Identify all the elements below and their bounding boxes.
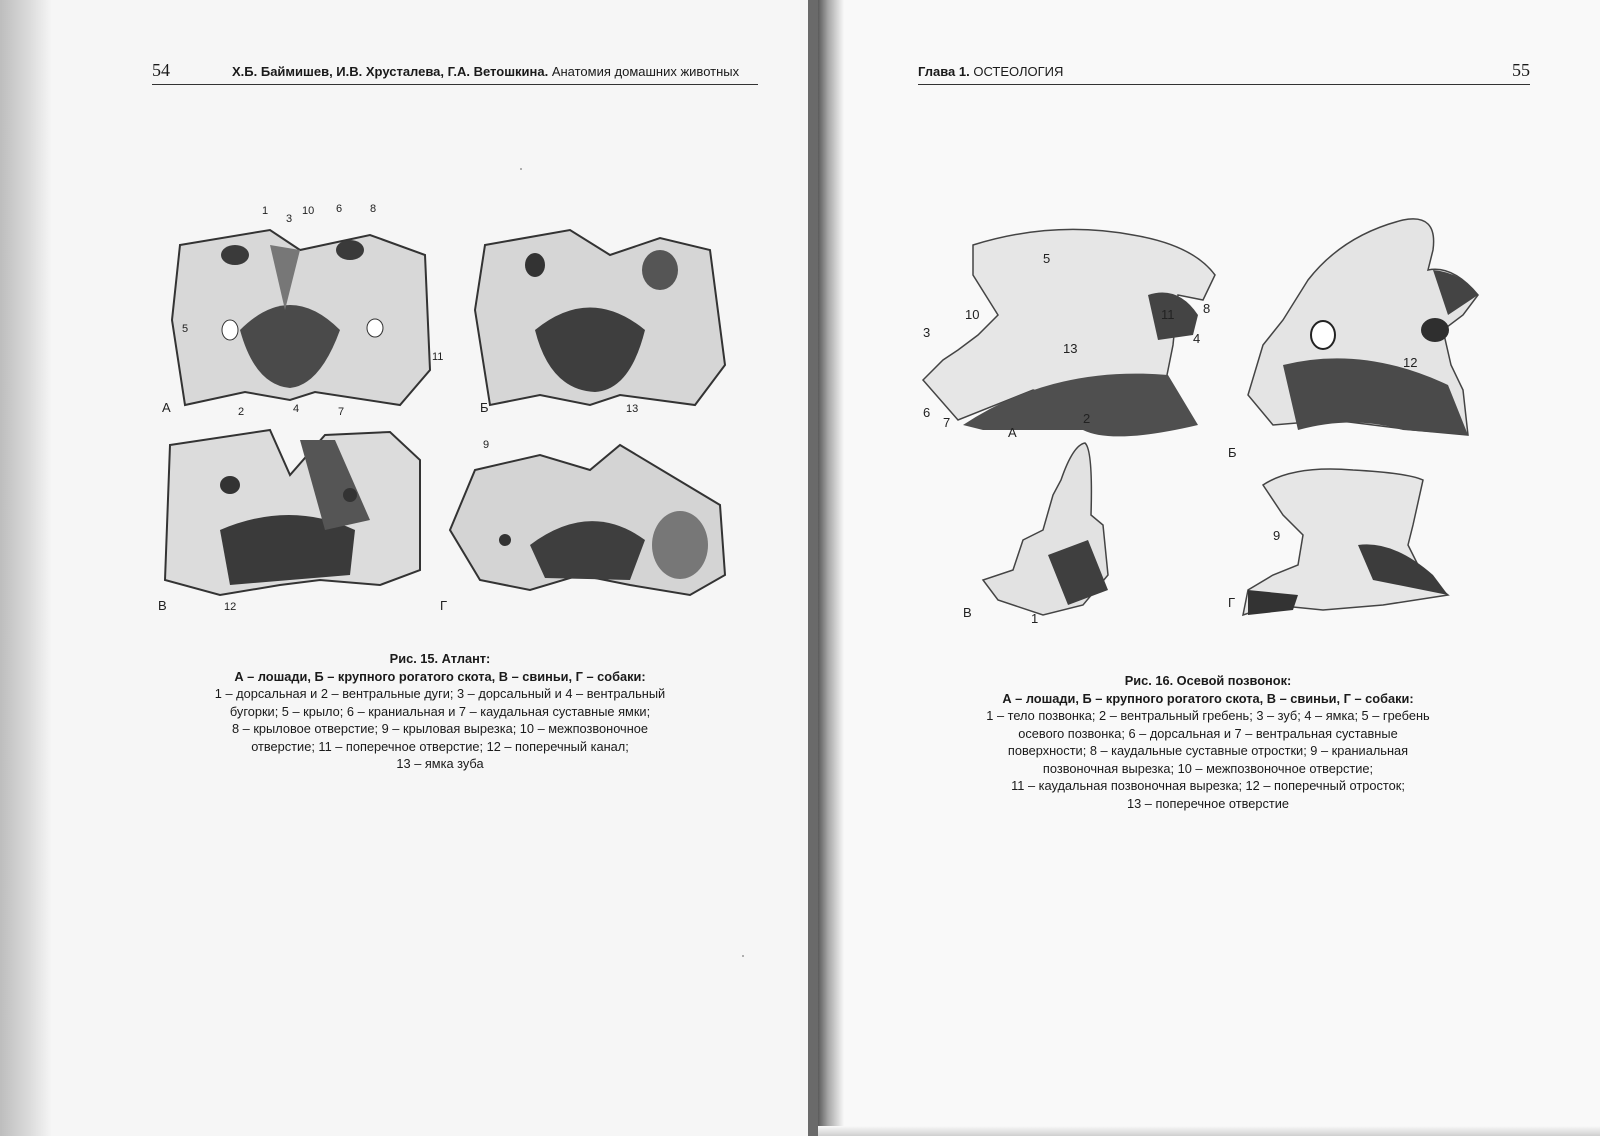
caption-subtitle: А – лошади, Б – крупного рогатого скота, В – свиньи, Г – собаки: [1002,690,1414,706]
panel-letter-b: Б [1228,445,1237,460]
header-authors: Х.Б. Баймишев, И.В. Хрусталева, Г.А. Ветошкина. [232,64,549,79]
header-chapter: Глава 1. [918,64,970,79]
header-text [232,64,739,79]
paper-speck [520,168,522,170]
label-4: 4 [293,403,300,415]
caption-line: 13 – поперечное отверстие [1127,795,1289,811]
label-6: 6 [336,203,343,215]
label-13: 13 [626,403,639,415]
label-6: 6 [923,405,931,420]
label-7: 7 [943,415,951,430]
caption-line: поверхности; 8 – каудальные суставные отростки; 9 – краниальная [1007,743,1409,758]
axis-panel-b [1248,219,1478,435]
page-gutter-shadow [0,0,52,1136]
right-page [818,0,1600,1136]
panel-letter-v: В [963,605,972,620]
atlas-panel-v [165,430,420,595]
label-3: 3 [286,213,293,225]
panel-letter-a: А [162,400,171,415]
atlas-panel-a [172,230,430,405]
paper-speck [742,955,744,957]
header-book-title: Анатомия домашних животных [548,64,740,79]
label-10: 10 [302,205,315,217]
label-1: 1 [1031,611,1039,626]
running-header [918,60,1530,85]
binding-shadow [818,0,844,1136]
caption-title: Рис. 15. Атлант: [389,651,491,666]
caption-line: 13 – ямка зуба [396,756,484,771]
header-text [918,64,1063,79]
caption-line: позвоночная вырезка; 10 – межпозвоночное отверстие; [1042,760,1374,776]
header-chapter-title: ОСТЕОЛОГИЯ [969,64,1064,79]
caption-line: 8 – крыловое отверстие; 9 – крыловая вырезка; 10 – межпозвоночное [231,721,649,736]
page-bottom-edge [818,1126,1600,1136]
page-number: 54 [152,60,170,80]
caption-line: отверстие; 11 – поперечное отверстие; 12 – поперечный канал; [251,738,629,754]
figure-axis-illustration [903,195,1493,635]
label-7: 7 [338,406,345,418]
caption-line: осевого позвонка; 6 – дорсальная и 7 – вентральная суставные [1018,725,1398,741]
atlas-panel-b [475,230,725,405]
caption-line: 1 – тело позвонка; 2 – вентральный гребень; 3 – зуб; 4 – ямка; 5 – гребень [986,708,1430,723]
label-5: 5 [1043,251,1051,266]
axis-panel-a [923,229,1215,436]
label-9: 9 [1273,528,1281,543]
label-8: 8 [370,203,377,215]
label-1: 1 [262,205,269,217]
label-11: 11 [432,351,444,363]
caption-subtitle: А – лошади, Б – крупного рогатого скота, В – свиньи, Г – собаки: [234,668,646,684]
label-2: 2 [238,406,245,418]
running-header [152,60,758,85]
label-12: 12 [1403,355,1418,370]
atlas-panel-g [450,445,725,595]
panel-letter-a: А [1008,425,1017,440]
panel-letter-v: В [158,598,167,613]
figure-atlas-illustration [150,200,730,620]
page-number: 55 [1512,60,1530,80]
caption-line: бугорки; 5 – крыло; 6 – краниальная и 7 – каудальная суставные ямки; [229,703,651,719]
label-4: 4 [1193,331,1201,346]
caption-title: Рис. 16. Осевой позвонок: [1124,673,1292,688]
label-12: 12 [224,601,237,613]
binding-shadow [808,0,818,1136]
label-3: 3 [923,325,931,340]
label-2: 2 [1083,411,1091,426]
panel-letter-g: Г [440,598,448,613]
figure-caption [150,650,730,773]
label-11: 11 [1161,307,1175,322]
label-9: 9 [483,439,490,451]
figure-caption [908,672,1508,812]
label-5: 5 [182,323,189,335]
label-8: 8 [1203,301,1211,316]
caption-line: 1 – дорсальная и 2 – вентральные дуги; 3 – дорсальный и 4 – вентральный [214,686,666,701]
axis-panel-v [983,443,1108,615]
panel-letter-g: Г [1228,595,1236,610]
caption-line: 11 – каудальная позвоночная вырезка; 12 – поперечный отросток; [1011,778,1405,793]
panel-letter-b: Б [480,400,489,415]
label-13: 13 [1063,341,1078,356]
label-10: 10 [965,307,980,322]
